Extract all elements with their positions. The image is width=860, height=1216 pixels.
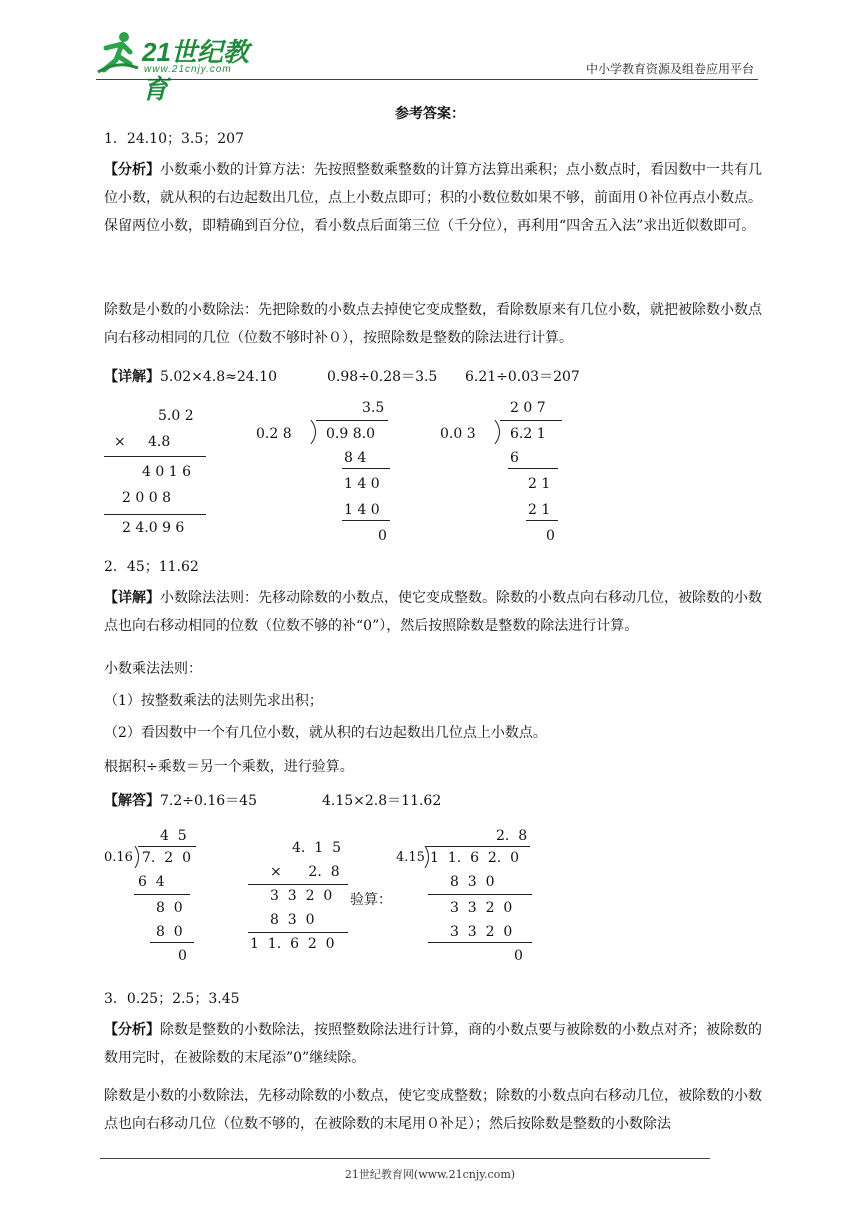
logo-sub-text: www.21cnjy.com [144,64,232,75]
q3-analysis-tag: 【分析】 [104,1022,160,1038]
q2-detail-tag: 【详解】 [104,590,160,606]
q2-answer: 2．45；11.62 [104,559,199,575]
calc-row: 8 0 [156,900,183,916]
calc-row: 6 4 [138,874,165,890]
calc-row: 0 [178,948,187,964]
calc-row: 0 [546,528,555,544]
calc-row: 2 4.0 9 6 [122,520,185,536]
q2-check-note: 根据积÷乘数＝另一个乘数，进行验算。 [104,759,354,775]
calc-row: 1 4 0 [344,502,380,518]
q2-rule-1: （1）按整数乘法的法则先求出积； [104,693,323,709]
calc-row: 2 1 [528,502,551,518]
calc-row: 3.5 [362,400,385,416]
q3-analysis-text: 除数是整数的小数除法，按照整数除法进行计算，商的小数点要与被除数的小数点对齐；被除数的数用完时，在被除数的末尾添”0”继续除。 [104,1022,762,1066]
q1-analysis2: 除数是小数的小数除法：先把除数的小数点去掉使它变成整数，看除数原来有几位小数，就把被除数小数点向右移动相同的几位（位数不够时补０），按照除数是整数的除法进行计算。 [104,302,762,346]
calc-row: 8 3 0 [450,874,495,890]
q3-answer: 3．0.25；2.5；3.45 [104,991,240,1007]
calc-row: 0.9 8.0 [326,426,375,442]
calc-row: 4. 1 5 [292,840,341,856]
calc-row: × 4.8 [114,434,171,450]
calc-row: 6.2 1 [510,426,546,442]
header-divider [96,79,758,80]
calc-row: 7. 2 0 [142,850,191,866]
calc-row: 8 4 [344,450,367,466]
platform-name: 中小学教育资源及组卷应用平台 [585,62,754,76]
q2-solve-tag: 【解答】 [104,793,160,809]
calc-row: 3 3 2 0 [270,888,333,904]
calc-row: 4 0 1 6 [142,464,191,480]
site-logo [96,30,266,104]
calc-row: 0.16 [104,850,133,865]
calc-row: 0 [378,528,387,544]
calc-row: 2. 8 [496,828,528,844]
q2-rule-title: 小数乘法法则： [104,661,202,677]
q2-eq1: 7.2÷0.16＝45 [160,793,257,809]
calc-row: 8 0 [156,924,183,940]
q1-detail-tag: 【详解】 [104,369,160,385]
q2-check-label: 验算： [350,892,392,908]
calc-row: 1 1. 6 2. 0 [430,850,520,866]
calc-row: 6 [510,450,519,466]
q2-eq2: 4.15×2.8＝11.62 [322,793,442,809]
calc-row: 2 0 7 [510,400,546,416]
q1-detail [104,366,277,386]
q1-division-2 [440,398,570,548]
q1-eq3: 6.21÷0.03＝207 [465,369,580,385]
q2-rule-2: （2）看因数中一个有几位小数，就从积的右边起数出几位点上小数点。 [104,725,547,741]
footer-text: 21世纪教育网(www.21cnjy.com) [344,1168,516,1181]
page-title: 参考答案： [395,106,465,122]
q1-division-1 [256,398,396,548]
q1-eq2: 0.98÷0.28＝3.5 [327,369,438,385]
q2-check-division [396,826,536,972]
calc-row: 4.15 [396,850,425,865]
q1-answer: 1．24.10；3.5；207 [104,131,244,147]
q2-detail [104,584,762,640]
calc-row: 1 1. 6 2 0 [250,936,335,952]
q2-solve [104,790,257,810]
q3-analysis [104,1016,762,1072]
calc-row: 4 5 [160,828,187,844]
calc-row: × 2. 8 [270,864,340,880]
calc-row: 2 0 0 8 [122,490,171,506]
q2-division [104,826,204,972]
calc-row: 0.2 8 [256,426,292,442]
q1-eq1: 5.02×4.8≈24.10 [160,369,277,385]
footer-divider [100,1158,710,1159]
calc-row: 0 [514,948,523,964]
q3-analysis2: 除数是小数的小数除法，先移动除数的小数点，使它变成整数；除数的小数点向右移动几位，被除数的小数点也向右移动几位（位数不够的，在被除数的末尾用０补足）；然后按除数是整数的小数除法 [104,1088,762,1132]
calc-row: 5.0 2 [158,408,194,424]
calc-row: 8 3 0 [270,912,315,928]
calc-row: 3 3 2 0 [450,924,513,940]
q1-analysis-tag: 【分析】 [104,162,160,178]
calc-row: 3 3 2 0 [450,900,513,916]
q1-analysis-text: 小数乘小数的计算方法：先按照整数乘整数的计算方法算出乘积；点小数点时，看因数中一共有几位小数，就从积的右边起数出几位，点上小数点即可；积的小数位数如果不够，前面用０补位再点小数点。保留两位小数，即精确到百分位，看小数点后面第三位（千分位），再利用“四舍五入法”求出近似数即可。 [104,162,762,234]
q2-detail-text: 小数除法法则：先移动除数的小数点，使它变成整数。除数的小数点向右移动几位，被除数的小数点也向右移动相同的位数（位数不够的补“0”），然后按照除数是整数的除法进行计算。 [104,590,762,634]
q2-multiplication [248,838,358,958]
q1-analysis [104,156,762,240]
calc-row: 0.0 3 [440,426,476,442]
calc-row: 2 1 [528,476,551,492]
logo-main-text: 21世纪教育 [142,37,249,104]
calc-row: 1 4 0 [344,476,380,492]
runner-icon [96,30,140,74]
